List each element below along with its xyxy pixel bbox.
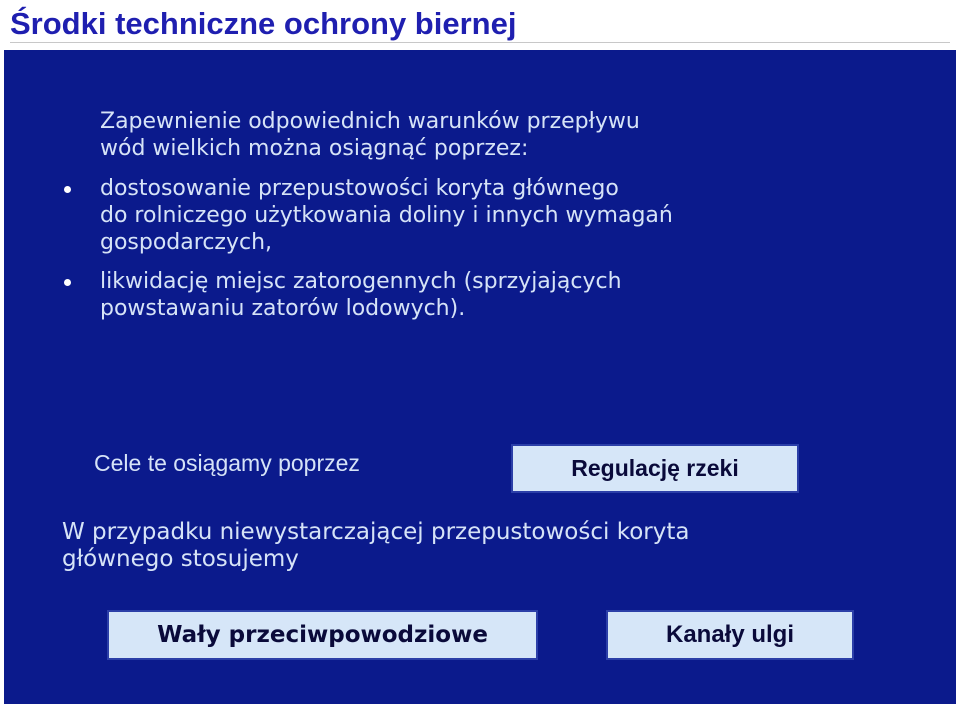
title-divider [10, 42, 950, 43]
bullet-dot-icon [64, 186, 71, 193]
intro-text [100, 108, 640, 162]
bullet-1-line-2: do rolniczego użytkowania doliny i innych wymagań [100, 203, 673, 228]
kanaly-box: Kanały ulgi [606, 610, 854, 660]
przypadek-line-2: głównego stosujemy [62, 546, 299, 572]
intro-line-2: wód wielkich można osiągnąć poprzez: [100, 136, 529, 161]
waly-box: Wały przeciwpowodziowe [107, 610, 538, 660]
przypadek-line-1: W przypadku niewystarczającej przepustowości koryta [62, 519, 690, 545]
cele-text: Cele te osiągamy poprzez [94, 450, 360, 476]
intro-line-1: Zapewnienie odpowiednich warunków przepływu [100, 109, 640, 134]
bullet-2-line-1: likwidację miejsc zatorogennych (sprzyjających [100, 269, 622, 294]
bullet-dot-icon [64, 279, 71, 286]
slide-title: Środki techniczne ochrony biernej [10, 6, 517, 41]
przypadek-text [62, 519, 689, 573]
bullet-item-2 [100, 268, 622, 322]
bullet-1-line-3: gospodarczych, [100, 230, 273, 255]
bullet-1-line-1: dostosowanie przepustowości koryta głównego [100, 176, 619, 201]
bullet-item-1 [100, 175, 673, 256]
regulacja-box: Regulację rzeki [511, 444, 799, 493]
bullet-2-line-2: powstawaniu zatorów lodowych). [100, 296, 466, 321]
